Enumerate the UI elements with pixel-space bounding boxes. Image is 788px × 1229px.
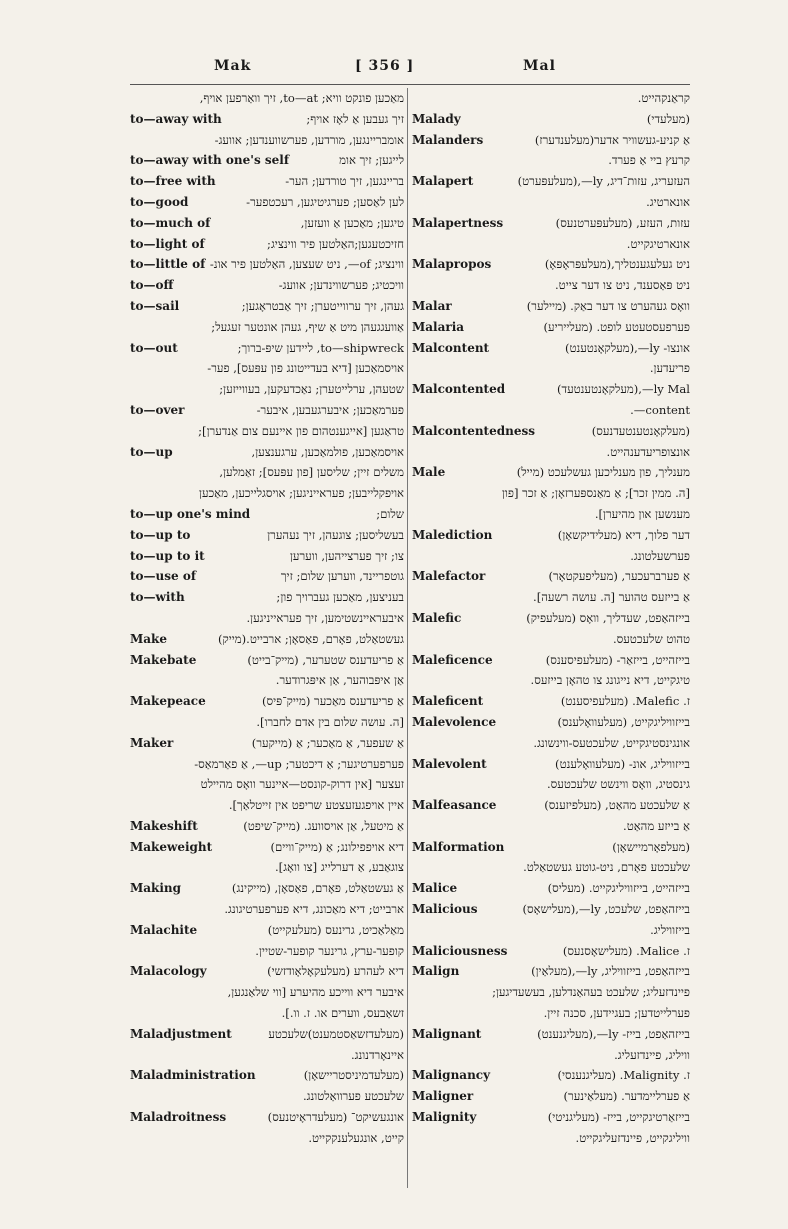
definition-text: אויסמאַכען, פולמאַכען, ערגענצען, — [251, 444, 404, 459]
definition-text: (מעלפאָרמיישאָן) — [612, 839, 690, 854]
right-column — [412, 88, 690, 1188]
entry-line — [130, 338, 404, 359]
definition-text: שלעכטע פאָרם, ניט-גוטע געשטאַלט. — [523, 860, 690, 875]
definition-text: אַ פערברעכער, (מעליפעקטאָר) — [548, 569, 690, 584]
definition-text: עזות, העזע, (מעלעפּערטנעס) — [555, 215, 690, 230]
definition-text: וויליגקייט, פיינדזעליגקייט. — [575, 1130, 690, 1145]
headword: Malapropos — [412, 254, 495, 275]
definition-text: אַ געשטאַלט, פאָרם, פאַסאָן, (מייקינג) — [231, 881, 404, 896]
entry-line — [130, 483, 404, 504]
entry-line — [130, 774, 404, 795]
entry-line — [130, 941, 404, 962]
definition-text: פערשעלטונג. — [630, 548, 690, 563]
definition-text: אומבריינגען, מורדען, פערשווענדען; אוועג- — [214, 132, 404, 147]
entry-line — [130, 691, 404, 712]
entry-line — [412, 483, 690, 504]
definition-text: אונארטיג. — [646, 194, 690, 209]
headword: Malignant — [412, 1024, 485, 1045]
definition-text: וויליג, פיינדזעליג. — [614, 1047, 690, 1062]
definition-text: איינאָרדנונג. — [350, 1047, 404, 1062]
entry-line — [412, 254, 690, 275]
entry-line — [130, 171, 404, 192]
definition-text: פערמאַכען; איבערגעבען, איבער- — [256, 402, 404, 417]
entry-line — [412, 670, 690, 691]
definition-text: וואָס געהערט צו דער באַק. (מיילער) — [526, 298, 690, 313]
headword: to—up — [130, 442, 177, 463]
entry-line — [412, 88, 690, 109]
headword: Malefic — [412, 608, 465, 629]
entry-line — [412, 400, 690, 421]
definition-text: פיינדזעליג; שלעכט בעהאַנדלען, בעשעדיגען; — [492, 985, 690, 1000]
definition-text: בייזהייט, בייזאַר- (מעלעפיסענס) — [545, 652, 690, 667]
column-separator — [407, 88, 408, 1188]
entry-line — [412, 608, 690, 629]
left-column — [130, 88, 404, 1188]
entry-line — [412, 296, 690, 317]
definition-text: געהן, זיך ערווייטערן; זיך אַבטראָגען; — [241, 298, 404, 313]
definition-text: אויפקלייבען; פעראייניגען; אויסגלייכען, מאַכען — [198, 486, 404, 501]
headword: Malfeasance — [412, 795, 500, 816]
definition-text: בייזוויליג. — [650, 922, 690, 937]
definition-text: טהוט שלעכטעס. — [612, 631, 690, 646]
definition-text: אַוועגגעהן מיט אַ שיף, געהן אונטער זעגעל; — [211, 319, 404, 334]
entry-line — [412, 754, 690, 775]
definition-text: בייזהייט, בייזוויליגקייט. (מעליס) — [547, 881, 690, 896]
entry-line — [412, 379, 690, 400]
headword: to—sail — [130, 296, 183, 317]
headword: to—light of — [130, 234, 209, 255]
definition-text: (מעלעדי) — [646, 111, 690, 126]
definition-text: ניט פּאַסענד, ניט צו דער צייט. — [555, 278, 690, 293]
entry-line — [130, 587, 404, 608]
headword: Maker — [130, 733, 177, 754]
entry-line — [412, 733, 690, 754]
definition-text: וויכטיג; פערשווינדען; אוועג- — [278, 278, 404, 293]
headword: Maliciousness — [412, 941, 511, 962]
entry-line — [130, 1086, 404, 1107]
entry-line — [130, 754, 404, 775]
headword: to—up one's mind — [130, 504, 254, 525]
headword: Makebate — [130, 650, 200, 671]
entry-line — [130, 192, 404, 213]
definition-text: בייזאַרטיגקייט, בייז- (מעליגניטי) — [547, 1110, 690, 1125]
headword: Malignity — [412, 1107, 480, 1128]
headword: Malign — [412, 961, 463, 982]
entry-line — [412, 712, 690, 733]
headword: Makeweight — [130, 837, 216, 858]
entry-line — [130, 379, 404, 400]
headword: Malanders — [412, 130, 487, 151]
entry-line — [130, 1003, 404, 1024]
running-head-left: Mak — [214, 58, 252, 74]
entry-line — [130, 213, 404, 234]
definition-text: content—. — [630, 402, 690, 417]
entry-line — [412, 566, 690, 587]
headword: Malicious — [412, 899, 482, 920]
headword: Malice — [412, 878, 461, 899]
definition-text: דיא אויפפילונג; אַ (מייק־וויים) — [270, 839, 404, 854]
headword: Malapertness — [412, 213, 507, 234]
definition-text: ז. Malice. (מעלישאָסנעס) — [562, 943, 690, 958]
entry-line — [412, 691, 690, 712]
entry-line — [412, 650, 690, 671]
entry-line — [412, 1128, 690, 1149]
definition-text: שלום; — [376, 506, 404, 521]
headword: Malachite — [130, 920, 201, 941]
entry-line — [130, 629, 404, 650]
headword: Malevolent — [412, 754, 491, 775]
entry-line — [130, 1024, 404, 1045]
entry-line — [412, 275, 690, 296]
headword: Malignancy — [412, 1065, 494, 1086]
entry-line — [130, 857, 404, 878]
entry-line — [412, 150, 690, 171]
definition-text: חזיכטעגען;האַלטען פיר ווינציג; — [267, 236, 404, 251]
entry-line — [130, 670, 404, 691]
definition-text: אונארטיגקייט. — [626, 236, 690, 251]
entry-line — [130, 733, 404, 754]
entry-line — [130, 566, 404, 587]
entry-line — [130, 525, 404, 546]
entry-line — [412, 1107, 690, 1128]
headword: Makeshift — [130, 816, 202, 837]
definition-text: אַ שלעכטע מהאַט, (מעלפיזענס) — [544, 798, 690, 813]
headword: Maladministration — [130, 1065, 260, 1086]
headword: Malefactor — [412, 566, 489, 587]
entry-line — [130, 982, 404, 1003]
entry-line — [130, 254, 404, 275]
entry-line — [412, 629, 690, 650]
entry-line — [130, 650, 404, 671]
entry-line — [130, 275, 404, 296]
definition-text: (מעלעדמיניסטריישאָן) — [303, 1068, 404, 1083]
definition-text: אַ פערליימדער. (מעלאַינער) — [563, 1089, 690, 1104]
definition-text: ווינציג; of—, ניט שעצען, האַלטען פיר אונ- — [209, 257, 404, 272]
entry-line — [130, 546, 404, 567]
definition-text: גוטפריינד, ווערען שלום; זיך — [280, 569, 404, 584]
definition-text: אַ בייזע מהאַט. — [623, 818, 690, 833]
definition-text: ניט געלעגענטליך,(מעלעפּראָפּאָ) — [544, 257, 690, 272]
definition-text: בייזהאַפט, בייז- ly—,(מעליגנענט) — [537, 1026, 690, 1041]
definition-text: דער פלוך, דיא (מעלידיקשאָן) — [557, 527, 690, 542]
entry-line — [412, 920, 690, 941]
entry-line — [412, 1003, 690, 1024]
definition-text: אַ פריעדענס שטערער, (מייק־בייט) — [247, 652, 404, 667]
definition-text: שלעכטע פערוואַלטונג. — [302, 1089, 404, 1104]
running-head-right: Mal — [523, 58, 556, 74]
entry-line — [412, 774, 690, 795]
entry-line — [412, 109, 690, 130]
entry-line — [412, 878, 690, 899]
entry-line — [412, 1045, 690, 1066]
headword: Malediction — [412, 525, 496, 546]
entry-line — [130, 837, 404, 858]
definition-text: [ה. ממין זכר]; אַ מאַנספּערזאָן; אַ זכר [פון — [501, 486, 690, 501]
entry-line — [412, 213, 690, 234]
definition-text: בייזהאַפט, שלעכט, ly—,(מעלישאָס) — [522, 902, 690, 917]
definition-text: פערפעסטעטע לופט. (מעלייריע) — [543, 319, 690, 334]
headword: to—little of — [130, 254, 209, 275]
definition-text: איין אויפגעזעצטע שריפט אין זייטלאַך]. — [228, 798, 404, 813]
entry-line — [412, 525, 690, 546]
definition-text: אַ פריעדענס מאַכער (מייק־פּיס) — [262, 694, 404, 709]
headword: Malapert — [412, 171, 477, 192]
definition-text: בעשליסען; צוגעהן, זיך נעהערן — [267, 527, 404, 542]
entry-line — [130, 1128, 404, 1149]
entry-line — [412, 546, 690, 567]
headword: to—up to — [130, 525, 194, 546]
definition-text: צוגאַבע, אַ דערלייג [צו וואָג]. — [274, 860, 404, 875]
definition-text: (מעלעדזשאַסטמענט)שלעכטע — [268, 1026, 404, 1041]
entry-line — [412, 837, 690, 858]
definition-text: טיגקייט, דיא נייגונג צו טהאָן בייזעס. — [530, 673, 690, 688]
definition-text: קייט, אונגעלענקקייט. — [308, 1130, 404, 1145]
definition-text: טיגען; מאַכען אַ וועזען, — [300, 215, 404, 230]
entry-line — [130, 1065, 404, 1086]
headword: Making — [130, 878, 185, 899]
definition-text: ly Mal—,(מעלקאָנטענטעד) — [556, 382, 690, 397]
definition-text: פריעדען. — [649, 361, 690, 376]
definition-text: פערלייטדען; בעגיידען, סכנה זיין. — [543, 1006, 690, 1021]
definition-text: אַן איפּבוהער, אַן איפּגרודער. — [275, 673, 404, 688]
definition-text: ז. Malefic. (מעלעפיסענט) — [560, 694, 690, 709]
entry-line — [412, 857, 690, 878]
entry-line — [412, 1065, 690, 1086]
definition-text: לען לאַסען; פערגיטיגען, רעכטפער- — [246, 194, 404, 209]
definition-text: to—shipwreck, ליידען שיפּ-ברוך; — [237, 340, 404, 355]
entry-line — [130, 358, 404, 379]
headword: to—away with — [130, 109, 226, 130]
headword: Makepeace — [130, 691, 210, 712]
definition-text: בייזוויליגקייט, (מעלעוואָלענס) — [557, 714, 690, 729]
entry-line — [130, 608, 404, 629]
definition-text: לייגען; זיך אומ — [339, 153, 404, 168]
definition-text: זעצער [אין דרוק-קונסט—איינער וואָס מהיילט — [200, 777, 404, 792]
entry-line — [412, 358, 690, 379]
definition-text: העזעריג, עזות־דיג, ly—,(מעלעפּערט) — [517, 174, 690, 189]
definition-text: (מעלקאָנטענטעדנעס) — [591, 423, 690, 438]
headword: to—away with one's self — [130, 150, 293, 171]
headword: Malevolence — [412, 712, 500, 733]
entry-line — [412, 1024, 690, 1045]
headword: Maladroitness — [130, 1107, 230, 1128]
headword: Malcontent — [412, 338, 493, 359]
entry-line — [412, 899, 690, 920]
entry-line — [130, 234, 404, 255]
entry-line — [130, 400, 404, 421]
headword: Maleficent — [412, 691, 487, 712]
definition-text: פערפערטיגער; אַ דיכטער; up—, אַ פאַרמאַס- — [194, 756, 404, 771]
definition-text: קרעץ ביי אַ פערד. — [608, 153, 690, 168]
definition-text: אונגעשיקט־ (מעלעדראָיטנעס) — [267, 1110, 404, 1125]
headword: to—good — [130, 192, 192, 213]
entry-line — [130, 1045, 404, 1066]
definition-text: זשאַבעס, ווערים או. ז. וו.]. — [281, 1006, 404, 1021]
definition-text: געשטאַלט, פאָרם, פאַסאָן; ארבייט.(מייק) — [217, 631, 404, 646]
headword: Malar — [412, 296, 456, 317]
entry-line — [412, 982, 690, 1003]
entry-line — [412, 795, 690, 816]
definition-text: מאַכען פונקט וויא; to—at, זיך וואַרפען אויף, — [199, 91, 404, 105]
entry-line — [130, 296, 404, 317]
headword: Maligner — [412, 1086, 477, 1107]
headword: Malformation — [412, 837, 508, 858]
headword: Maladjustment — [130, 1024, 236, 1045]
definition-text: אַ קניע-געשוויר אדער(מעלענדערז) — [534, 132, 690, 147]
headword: Make — [130, 629, 171, 650]
definition-text: זיך געבען אַ לאָז אויף; — [306, 111, 404, 126]
definition-text: אונצו- ly—,(מעלקאָנטענט) — [564, 340, 690, 355]
definition-text: אַ מיטעל, אַן אויסוועג. (מייק־שיפט) — [243, 818, 404, 833]
headword: Malcontentedness — [412, 421, 539, 442]
headword: to—use of — [130, 566, 200, 587]
definition-text: [ה. עושה שלום בין אדם לחברו]. — [256, 714, 404, 729]
entry-line — [130, 109, 404, 130]
entry-line — [412, 941, 690, 962]
definition-text: אַ שעפער, אַ מאַכער; אַ (מייקער) — [251, 735, 404, 750]
entry-line — [412, 317, 690, 338]
definition-text: אויסמאַכען [דיא בעדייטונג פון עפּעס], פער- — [207, 361, 404, 376]
entry-line — [130, 462, 404, 483]
entry-line — [130, 421, 404, 442]
definition-text: צו; זיך פערצייהען, ווערען — [289, 548, 404, 563]
definition-text: בייזהאַפט, בייזוויליג, ly—,(מעלאַין) — [531, 964, 690, 979]
entry-line — [412, 587, 690, 608]
headword: Male — [412, 462, 449, 483]
headword: to—free with — [130, 171, 220, 192]
entry-line — [130, 150, 404, 171]
entry-line — [130, 920, 404, 941]
definition-text: אונצופריעדענהייט. — [606, 444, 690, 459]
definition-text: בייזוויליג, אונ- (מעלעוואָלענט) — [555, 756, 690, 771]
entry-line — [130, 878, 404, 899]
definition-text: בייזהאַפט, שעדליך, וואָס (מעלעפיק) — [526, 610, 690, 625]
headword: Maleficence — [412, 650, 497, 671]
entry-line — [412, 442, 690, 463]
entry-line — [130, 442, 404, 463]
definition-text: איבעראיינשטימען, זיך פעראייניגען. — [246, 610, 404, 625]
definition-text: דיא לעהרע (מעלעקאָלאָודזשי) — [267, 964, 404, 979]
headword: to—with — [130, 587, 189, 608]
entry-line — [130, 712, 404, 733]
definition-text: משלים זיין; שליסען [פון עפּעס]; זאַמלען, — [219, 465, 404, 480]
entry-line — [412, 338, 690, 359]
definition-text: אַ בייזעס טהוער [ה. עושה רשעה]. — [533, 590, 690, 605]
headword: to—out — [130, 338, 182, 359]
entry-line — [130, 1107, 404, 1128]
page-header — [0, 58, 788, 82]
entry-line — [130, 961, 404, 982]
headword: to—off — [130, 275, 177, 296]
definition-text: מאַלאַכיט, גרינעס (מעלעקייט) — [267, 922, 404, 937]
entry-line — [412, 1086, 690, 1107]
definition-text: בעניצען, מאַכען געברויך פון; — [276, 590, 404, 605]
headword: to—over — [130, 400, 188, 421]
entry-line — [412, 192, 690, 213]
definition-text: איבער דיא ווייכע מהיערע [ווי שלאַנגען, — [227, 985, 404, 1000]
headword: Malacology — [130, 961, 211, 982]
entry-line — [412, 961, 690, 982]
entry-line — [130, 816, 404, 837]
entry-line — [130, 899, 404, 920]
headword: to—up to it — [130, 546, 209, 567]
entry-line — [412, 171, 690, 192]
definition-text: בריינגען, זיך טורדען; הער- — [285, 174, 404, 189]
headword: Malady — [412, 109, 465, 130]
definition-text: טראַגען [אייגענטהום פון איינעם צום אַנדערן]; — [198, 423, 404, 438]
entry-line — [130, 88, 404, 109]
entry-line — [412, 130, 690, 151]
entry-line — [412, 816, 690, 837]
headword: Malaria — [412, 317, 468, 338]
definition-text: מענשען און מהיערן]. — [594, 506, 690, 521]
entry-line — [412, 234, 690, 255]
headword: to—much of — [130, 213, 214, 234]
definition-text: שטעהן, ערלייטערן; נאַכדעקען, בעווייזען; — [219, 382, 404, 397]
entry-line — [130, 317, 404, 338]
entry-line — [412, 462, 690, 483]
entry-line — [130, 504, 404, 525]
header-rule — [130, 84, 690, 85]
headword: Malcontented — [412, 379, 509, 400]
definition-text: אונגינסטיגקייט, שלעכטעס-ווינשונג. — [533, 735, 690, 750]
entry-line — [412, 421, 690, 442]
definition-text: קופער-ערץ, גרינער קופער-שטיין. — [255, 943, 404, 958]
entry-line — [412, 504, 690, 525]
definition-text: ז. Malignity. (מעליגנענסי) — [557, 1068, 690, 1083]
definition-text: קראַנקהייט. — [637, 91, 690, 105]
definition-text: מענליך, פון מענליכען געשלעכט (מייל) — [516, 465, 690, 480]
definition-text: ארבייט; דיא מאַכונג, דיא פערפערטיגונג. — [224, 902, 404, 917]
entry-line — [130, 130, 404, 151]
definition-text: גינסטיג, וואָס ווינשט שלעכטעס. — [547, 777, 690, 792]
page-number: [ 356 ] — [355, 58, 415, 74]
entry-line — [130, 795, 404, 816]
